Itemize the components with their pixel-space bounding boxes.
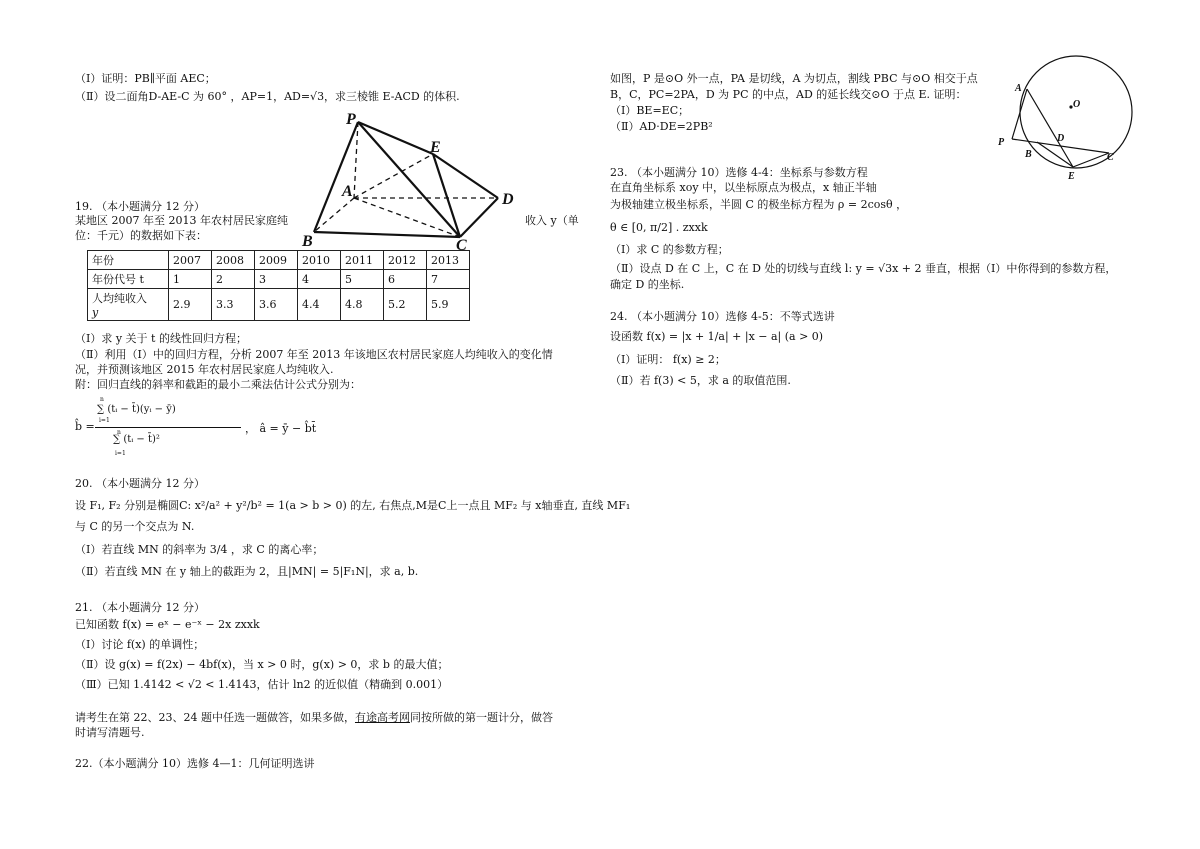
q20-part-ii: （Ⅱ）若直线 MN 在 y 轴上的截距为 2，且|MN| = 5|F₁N|，求 a, b. [75, 565, 419, 578]
q19-part-ii-b: 况，并预测该地区 2015 年农村居民家庭人均纯收入. [75, 363, 334, 376]
label-E: E [430, 139, 441, 156]
q21-part-iii: （Ⅲ）已知 1.4142 < √2 < 1.4143，估计 ln2 的近似值（精确到 0.001） [75, 678, 449, 691]
circle-figure [995, 55, 1145, 180]
q21-title: 21. （本小题满分 12 分） [75, 601, 205, 614]
q23-title: 23. （本小题满分 10）选修 4-4：坐标系与参数方程 [610, 166, 868, 179]
table-row-code [88, 270, 470, 289]
q20-text-a: 设 F₁, F₂ 分别是椭圆C: x²/a² + y²/b² = 1(a > b > 0) 的左, 右焦点,M是C上一点且 MF₂ 与 x轴垂直, 直线 MF₁ [75, 499, 631, 512]
table-cell: 5 [341, 270, 384, 289]
q23-text-b: 为极轴建立极坐标系，半圆 C 的极坐标方程为 ρ = 2cosθ ， [610, 198, 908, 211]
label-P: P [998, 137, 1005, 148]
q24-text: 设函数 f(x) = |x + 1/a| + |x − a| (a > 0) [610, 330, 824, 343]
q19-intro-c: 位：千元）的数据如下表： [75, 229, 207, 242]
table-cell: 5.9 [427, 289, 470, 321]
q21-text: 已知函数 f(x) = eˣ − e⁻ˣ − 2x zxxk [75, 618, 260, 631]
pyramid-figure [300, 112, 530, 252]
q23-part-ii-a: （Ⅱ）设点 D 在 C 上，C 在 D 处的切线与直线 l: y = √3x + 2 垂直，根据（Ⅰ）中你得到的参数方程， [610, 262, 1117, 275]
formula-b-den: ∑ (tᵢ − t̄)² [113, 434, 160, 445]
label-A: A [1015, 83, 1022, 94]
table-cell: 2008 [212, 251, 255, 270]
income-table [87, 250, 470, 321]
sum-bottom-index-2: i=1 [115, 450, 126, 457]
table-cell: 2010 [298, 251, 341, 270]
label-O: O [1073, 99, 1081, 110]
row-label-year: 年份 [88, 251, 169, 270]
q24-title: 24. （本小题满分 10）选修 4-5：不等式选讲 [610, 310, 835, 323]
edge-EC [433, 154, 460, 237]
table-cell: 6 [384, 270, 427, 289]
q24-part-ii: （Ⅱ）若 f(3) < 5，求 a 的取值范围. [610, 374, 791, 387]
edge-PC [358, 122, 460, 237]
sum-top-index: n [100, 396, 104, 403]
q23-part-ii-b: 确定 D 的坐标. [610, 278, 685, 291]
edge-BC [314, 232, 460, 237]
q23-text-c: θ ∈ [0, π/2] . zxxk [610, 221, 708, 234]
label-C: C [456, 237, 467, 254]
source-link[interactable]: 有途高考网 [354, 711, 410, 724]
label-E: E [1068, 171, 1075, 182]
label-B: B [1025, 149, 1032, 160]
table-cell: 5.2 [384, 289, 427, 321]
circle-O [1020, 56, 1132, 168]
label-D: D [1057, 133, 1065, 144]
q19-title: 19. （本小题满分 12 分） [75, 200, 205, 213]
q19-part-ii-a: （Ⅱ）利用（Ⅰ）中的回归方程，分析 2007 年至 2013 年该地区农村居民家庭人均纯收入的变化情 [75, 348, 553, 361]
table-cell: 2 [212, 270, 255, 289]
table-cell: 2009 [255, 251, 298, 270]
regression-formula [75, 398, 335, 460]
table-cell: 4.4 [298, 289, 341, 321]
q23-text-a: 在直角坐标系 xoy 中，以坐标原点为极点，x 轴正半轴 [610, 181, 877, 194]
edge-ED [433, 154, 498, 198]
line-AE [1027, 89, 1073, 167]
fraction-bar [95, 427, 241, 428]
edge-PB [314, 122, 358, 232]
q22-text-b: B，C，PC=2PA，D 为 PC 的中点，AD 的延长线交⊙O 于点 E. 证明： [610, 88, 967, 101]
label-P: P [346, 111, 356, 128]
row-label-code: 年份代号 t [88, 270, 169, 289]
q24-part-i: （Ⅰ）证明： f(x) ≥ 2； [610, 353, 726, 366]
tangent-PA [1012, 89, 1027, 139]
q22-part-i: （Ⅰ）BE=EC； [610, 104, 690, 117]
formula-a: ， â = ȳ − b̂t̄ [245, 422, 317, 435]
table-cell: 1 [169, 270, 212, 289]
q19-part-i: （Ⅰ）求 y 关于 t 的线性回归方程； [75, 332, 247, 345]
q19-note: 附：回归直线的斜率和截距的最小二乘法估计公式分别为： [75, 378, 361, 391]
q19-intro-a: 某地区 2007 年至 2013 年农村居民家庭纯 [75, 214, 288, 227]
table-cell: 4.8 [341, 289, 384, 321]
q18-part-i: （Ⅰ）证明：PB∥平面 AEC； [75, 72, 216, 85]
sum-top-index-2: n [117, 429, 121, 436]
sum-bottom-index: i=1 [99, 417, 110, 424]
row-label-income: 人均纯收入 y [88, 289, 169, 321]
table-cell: 2013 [427, 251, 470, 270]
label-C: C [1107, 152, 1114, 163]
edge-DC [460, 198, 498, 237]
line-EC [1073, 153, 1109, 167]
choose-instruction-a: 请考生在第 22、23、24 题中任选一题做答，如果多做，有途高考网同按所做的第一题计分，做答 [75, 711, 553, 724]
table-cell: 2011 [341, 251, 384, 270]
table-cell: 7 [427, 270, 470, 289]
q20-text-b: 与 C 的另一个交点为 N. [75, 520, 195, 533]
table-cell: 3.6 [255, 289, 298, 321]
table-cell: 2012 [384, 251, 427, 270]
label-D: D [502, 191, 514, 208]
q21-part-i: （Ⅰ）讨论 f(x) 的单调性； [75, 638, 205, 651]
q18-part-ii: （Ⅱ）设二面角D-AE-C 为 60° ，AP=1，AD=√3，求三棱锥 E-ACD 的体积. [75, 90, 460, 103]
q19-intro-b: 收入 y（单 [525, 214, 579, 227]
label-B: B [302, 233, 313, 250]
formula-b-lhs: b̂ = [75, 420, 95, 433]
q22-text-a: 如图，P 是⊙O 外一点，PA 是切线，A 为切点，割线 PBC 与⊙O 相交于点 [610, 72, 978, 85]
q23-part-i: （Ⅰ）求 C 的参数方程； [610, 243, 729, 256]
label-A: A [342, 183, 353, 200]
table-row-year [88, 251, 470, 270]
choose-instruction-b: 时请写清题号. [75, 726, 145, 739]
table-row-income [88, 289, 470, 321]
table-cell: 3.3 [212, 289, 255, 321]
table-cell: 2.9 [169, 289, 212, 321]
q22-part-ii: （Ⅱ）AD·DE=2PB² [610, 120, 713, 133]
table-cell: 4 [298, 270, 341, 289]
table-cell: 2007 [169, 251, 212, 270]
q20-title: 20. （本小题满分 12 分） [75, 477, 205, 490]
formula-b-num: ∑ (tᵢ − t̄)(yᵢ − ȳ) [97, 404, 176, 415]
q21-part-ii: （Ⅱ）设 g(x) = f(2x) − 4bf(x)，当 x > 0 时，g(x) > 0，求 b 的最大值； [75, 658, 449, 671]
edge-PE [358, 122, 433, 154]
q20-part-i: （Ⅰ）若直线 MN 的斜率为 3/4 ，求 C 的离心率； [75, 543, 324, 556]
table-cell: 3 [255, 270, 298, 289]
q22-title: 22.（本小题满分 10）选修 4—1：几何证明选讲 [75, 757, 315, 770]
